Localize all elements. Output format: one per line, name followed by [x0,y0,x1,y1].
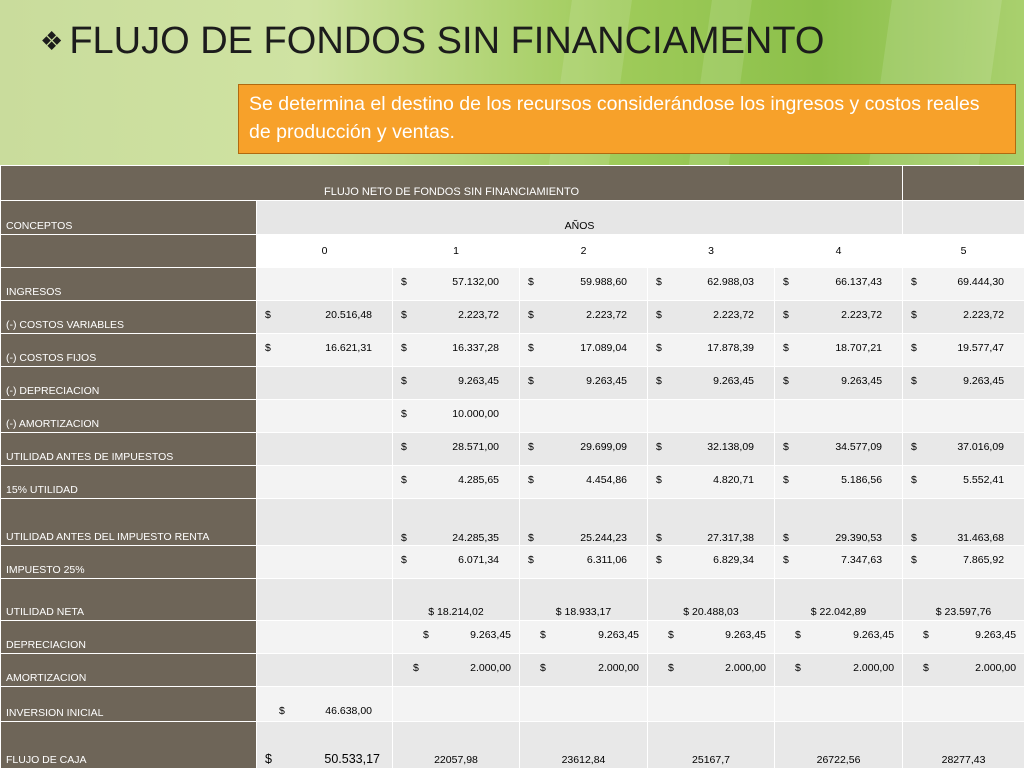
value-cell: $ 2.000,00 [520,654,648,687]
value-cell: $ 31.463,68 [903,499,1024,546]
table-row [1,334,1024,367]
years-header-empty [903,201,1024,235]
value-cell [257,654,393,687]
table-row [1,546,1024,579]
value-cell: $ 18.933,17 [520,579,648,621]
year-cell: 4 [775,235,903,268]
value-cell: $ 66.137,43 [775,268,903,301]
year-cell: 5 [903,235,1024,268]
value-cell [648,400,775,433]
year-cell: 0 [257,235,393,268]
row-label: (-) AMORTIZACION [1,400,257,433]
value-cell: $ 2.000,00 [775,654,903,687]
value-cell [257,400,393,433]
value-cell: $ 25.244,23 [520,499,648,546]
value-cell: $ 29.390,53 [775,499,903,546]
value-cell: $ 2.223,72 [775,301,903,334]
value-cell [257,499,393,546]
table-row [1,433,1024,466]
row-label: INVERSION INICIAL [1,687,257,722]
value-cell: $ 24.285,35 [393,499,520,546]
value-cell: $ 27.317,38 [648,499,775,546]
value-cell [257,433,393,466]
row-label: (-) DEPRECIACION [1,367,257,400]
value-cell: $ 4.285,65 [393,466,520,499]
value-cell: 28277,43 [903,722,1024,769]
value-cell: 23612,84 [520,722,648,769]
table-header-empty [903,166,1024,201]
value-cell: $ 57.132,00 [393,268,520,301]
value-cell: $ 9.263,45 [648,621,775,654]
value-cell: 26722,56 [775,722,903,769]
value-cell: $ 9.263,45 [393,367,520,400]
value-cell: $ 34.577,09 [775,433,903,466]
value-cell: $ 5.186,56 [775,466,903,499]
value-cell: $ 4.454,86 [520,466,648,499]
table-row [1,466,1024,499]
value-cell: $ 18.707,21 [775,334,903,367]
value-cell: $ 28.571,00 [393,433,520,466]
value-cell [903,400,1024,433]
value-cell: $ 16.337,28 [393,334,520,367]
slide-title-row [40,14,824,68]
value-cell: $ 17.878,39 [648,334,775,367]
value-cell [257,579,393,621]
value-cell: $ 6.829,34 [648,546,775,579]
value-cell: $ 2.223,72 [648,301,775,334]
value-cell: $ 9.263,45 [775,367,903,400]
value-cell: $ 9.263,45 [903,367,1024,400]
value-cell [903,687,1024,722]
value-cell: $ 2.223,72 [903,301,1024,334]
value-cell [257,621,393,654]
value-cell: $ 9.263,45 [648,367,775,400]
table-header-title: FLUJO NETO DE FONDOS SIN FINANCIAMIENTO [1,166,903,201]
year-row-label [1,235,257,268]
value-cell: $ 2.000,00 [903,654,1024,687]
value-cell [393,687,520,722]
value-cell: $ 6.071,34 [393,546,520,579]
table-row [1,499,1024,546]
value-cell: $ 16.621,31 [257,334,393,367]
table-row [1,687,1024,722]
value-cell [257,546,393,579]
value-cell: $ 2.000,00 [648,654,775,687]
value-cell: $ 2.223,72 [393,301,520,334]
row-label: UTILIDAD NETA [1,579,257,621]
value-cell [648,687,775,722]
row-label: (-) COSTOS VARIABLES [1,301,257,334]
row-label: IMPUESTO 25% [1,546,257,579]
value-cell [775,400,903,433]
row-label: UTILIDAD ANTES DE IMPUESTOS [1,433,257,466]
value-cell: $ 9.263,45 [775,621,903,654]
value-cell: $ 5.552,41 [903,466,1024,499]
value-cell: $ 18.214,02 [393,579,520,621]
value-cell [775,687,903,722]
value-cell: $ 9.263,45 [393,621,520,654]
table-row [1,621,1024,654]
table-row [1,400,1024,433]
row-label: FLUJO DE CAJA [1,722,257,769]
value-cell: $ 20.516,48 [257,301,393,334]
value-cell: $ 69.444,30 [903,268,1024,301]
value-cell: $ 7.347,63 [775,546,903,579]
value-cell: 22057,98 [393,722,520,769]
slide-title: FLUJO DE FONDOS SIN FINANCIAMENTO [69,20,824,63]
value-cell: $ 10.000,00 [393,400,520,433]
row-label: DEPRECIACION [1,621,257,654]
value-cell: $ 7.865,92 [903,546,1024,579]
value-cell: $ 50.533,17 [257,722,393,769]
row-label: UTILIDAD ANTES DEL IMPUESTO RENTA [1,499,257,546]
value-cell: $ 4.820,71 [648,466,775,499]
value-cell: $ 62.988,03 [648,268,775,301]
value-cell: $ 2.000,00 [393,654,520,687]
diamond-bullet-icon: ❖ [40,26,63,57]
value-cell [257,466,393,499]
value-cell [520,687,648,722]
value-cell: 25167,7 [648,722,775,769]
value-cell: $ 19.577,47 [903,334,1024,367]
row-label: INGRESOS [1,268,257,301]
value-cell: $ 46.638,00 [257,687,393,722]
value-cell: $ 20.488,03 [648,579,775,621]
value-cell: $ 9.263,45 [520,621,648,654]
callout-box: Se determina el destino de los recursos considerándose los ingresos y costos reales de producción y ventas. [238,84,1016,154]
value-cell: $ 23.597,76 [903,579,1024,621]
value-cell: $ 9.263,45 [903,621,1024,654]
value-cell: $ 22.042,89 [775,579,903,621]
value-cell: $ 32.138,09 [648,433,775,466]
value-cell [257,367,393,400]
table-row [1,367,1024,400]
value-cell: $ 2.223,72 [520,301,648,334]
table-row [1,654,1024,687]
table-row [1,301,1024,334]
table-row [1,579,1024,621]
table-row [1,722,1024,769]
value-cell [257,268,393,301]
value-cell: $ 37.016,09 [903,433,1024,466]
row-label: AMORTIZACION [1,654,257,687]
row-label: 15% UTILIDAD [1,466,257,499]
row-label: (-) COSTOS FIJOS [1,334,257,367]
table-row [1,268,1024,301]
year-cell: 1 [393,235,520,268]
year-cell: 3 [648,235,775,268]
cash-flow-table [0,165,1024,769]
value-cell: $ 17.089,04 [520,334,648,367]
value-cell: $ 9.263,45 [520,367,648,400]
value-cell: $ 29.699,09 [520,433,648,466]
value-cell [520,400,648,433]
years-header: AÑOS [257,201,903,235]
year-cell: 2 [520,235,648,268]
value-cell: $ 59.988,60 [520,268,648,301]
value-cell: $ 6.311,06 [520,546,648,579]
concepts-header: CONCEPTOS [1,201,257,235]
